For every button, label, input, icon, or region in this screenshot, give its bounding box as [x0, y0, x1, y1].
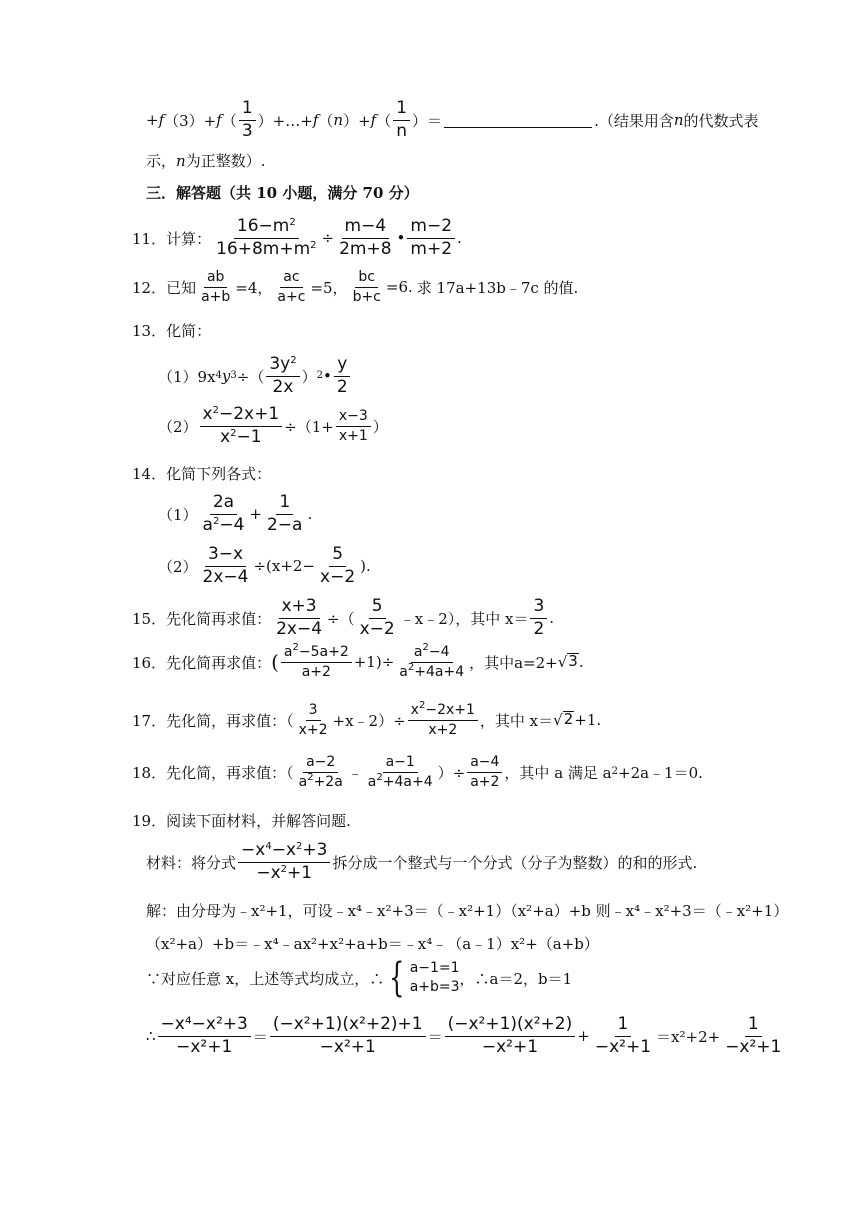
term: −2x+1: [425, 702, 475, 718]
expression-text: +x﹣2）÷: [332, 711, 406, 730]
section-heading: 三．解答题（共 10 小题，满分 70 分）: [146, 184, 419, 202]
q19-solution-line-1: 解：由分母为﹣x²+1，可设﹣x⁴﹣x²+3＝（﹣x²+1）（x²+a）+b 则﹣x⁴﹣x²+3＝（﹣x²+1）: [146, 902, 789, 920]
fraction: [445, 1016, 576, 1057]
denominator: −x²+1: [176, 1036, 233, 1057]
fraction: [158, 1016, 251, 1057]
cont-paren: （: [318, 111, 334, 130]
denominator: −x²+1: [594, 1036, 652, 1057]
question-19: 19．阅读下面材料，并解答问题.: [132, 812, 351, 830]
exponent: 2: [292, 642, 299, 653]
term: a: [283, 644, 293, 660]
numerator: 2a: [210, 494, 237, 515]
exponent: 2: [290, 355, 297, 366]
operator: ÷(x+2−: [253, 557, 316, 576]
denominator: 2: [336, 376, 348, 397]
numerator: a−2: [303, 755, 338, 773]
variable: y: [221, 367, 231, 386]
since-result: ，∴a＝2，b＝1: [459, 969, 573, 988]
material-text: 拆分成一个整式与一个分式（分子为整数）的和的形式.: [332, 853, 698, 872]
question-18: 18．先化简，再求值：（ $\frac{a-2}{a^2+2a}$ ﹣ $\frac{a-1}{a^2+4a+4}$ ）÷ $\frac{a-4}{a+2}$ ，其中 a 满足 a 2 +2a﹣1＝0.: [132, 754, 703, 790]
cont-n: n: [673, 111, 684, 130]
question-12: [132, 270, 578, 304]
term: a: [202, 514, 213, 535]
question-label: 17．先化简，再求值：（: [132, 711, 294, 730]
cont-line2-text: 为正整数）.: [185, 152, 266, 170]
expression-text: ﹣x﹣2），其中 x＝: [399, 609, 529, 628]
q19-therefore-line: [146, 1016, 786, 1057]
question-11: [132, 218, 462, 259]
question-14-part-1: [158, 494, 312, 535]
term: x: [410, 702, 419, 718]
term: −x: [271, 840, 297, 860]
numerator: 1: [276, 494, 293, 515]
numerator: (−x²+1)(x²+2): [445, 1016, 576, 1037]
denominator: a+2: [301, 663, 331, 680]
cont-plus: +: [146, 111, 159, 130]
part-label: （2）: [158, 557, 198, 576]
denominator: 3: [241, 120, 253, 141]
numerator: m−2: [407, 218, 455, 239]
paren: ）: [301, 367, 317, 386]
fraction: [238, 842, 330, 883]
fraction: [200, 406, 283, 447]
term: x: [202, 404, 213, 424]
equals: ＝: [252, 1027, 268, 1046]
numerator: 1: [393, 100, 410, 121]
continuation-line-1: [146, 100, 759, 141]
expression-text: +1.: [574, 711, 602, 730]
fraction: [266, 356, 299, 397]
term: a: [399, 663, 408, 680]
numerator: a−1: [383, 755, 418, 773]
numerator: 5: [369, 598, 386, 619]
term: −2x+1: [218, 404, 280, 424]
material-label: 材料：将分式: [146, 853, 237, 872]
result-text: ＝x²+2+: [656, 1027, 721, 1046]
denominator: x−2: [359, 618, 395, 639]
fraction: [270, 1016, 426, 1057]
cont-equals: ）＝: [412, 111, 443, 130]
question-ask: 求 17a+13b﹣7c 的值.: [416, 278, 579, 297]
cont-f: f: [370, 111, 377, 130]
exponent: 2: [212, 405, 219, 416]
cont-f3: （3）+: [164, 111, 217, 130]
question-label: 18．先化简，再求值：（: [132, 763, 294, 782]
fraction: [365, 755, 436, 789]
numerator: a−4: [467, 755, 502, 773]
sqrt-symbol: √ 2: [553, 710, 574, 730]
fraction: [317, 546, 358, 587]
term: −5a+2: [298, 644, 349, 660]
equals: ＝: [427, 1027, 443, 1046]
exponent: 2: [310, 239, 317, 251]
term: +2a: [313, 773, 343, 790]
term: −4: [219, 514, 245, 535]
fraction: [274, 270, 308, 304]
numerator: 1: [745, 1016, 762, 1037]
numerator: y: [334, 356, 350, 377]
period: .: [578, 653, 584, 672]
exponent: 4: [265, 841, 272, 852]
question-16: [132, 642, 584, 680]
paren: ).: [360, 557, 371, 576]
cont-n: n: [176, 151, 186, 170]
term: x: [220, 426, 231, 447]
equation-text: =4，: [235, 278, 273, 297]
cont-f: f: [216, 111, 222, 130]
exponent: 2: [307, 771, 314, 783]
operator: ÷（: [236, 367, 265, 386]
exponent: 2: [407, 661, 415, 673]
question-13-part-1: （1）9x 4 y 3 ÷（ $\frac{3y^2}{2x}$ ） 2 • $\frac{y}{2}$: [158, 356, 353, 397]
exponent: 2: [422, 642, 429, 653]
part-label: （1）9x: [158, 367, 216, 386]
fraction: [396, 642, 467, 680]
period: .: [457, 229, 462, 248]
part-label: （1）: [158, 505, 198, 524]
denominator: n: [396, 120, 408, 141]
therefore-symbol: ∴: [146, 1027, 156, 1046]
numerator: x+3: [279, 598, 320, 619]
numerator: 3: [306, 703, 321, 721]
term: 3y: [269, 354, 291, 374]
term: +1: [287, 862, 313, 883]
equation-system: [384, 955, 460, 1001]
numerator: (−x²+1)(x²+2)+1: [270, 1016, 426, 1037]
q19-material: [146, 842, 697, 883]
period: .: [307, 505, 313, 524]
system-equation: a−1=1: [409, 960, 460, 977]
system-equation: a+b=3: [409, 979, 460, 995]
operator: +: [577, 1027, 590, 1046]
denominator: x+2: [428, 721, 458, 738]
denominator: 2: [533, 618, 545, 639]
question-label: 12．已知: [132, 278, 197, 297]
fraction: [357, 598, 398, 639]
fraction: [213, 218, 319, 259]
question-13-part-2: [158, 406, 388, 447]
numerator: 5: [329, 546, 346, 567]
term: −x: [256, 862, 281, 883]
fraction: [296, 703, 331, 737]
denominator: b+c: [352, 288, 381, 305]
denominator: a+b: [201, 288, 231, 305]
brace-symbol: {: [389, 955, 405, 1001]
question-14-part-2: [158, 546, 371, 587]
term: a: [298, 773, 308, 790]
cont-f: f: [312, 111, 319, 130]
denominator: 2x−4: [276, 618, 323, 639]
fraction-1-3: [239, 100, 256, 141]
exponent: 2: [296, 841, 303, 852]
denominator: −x²+1: [725, 1036, 782, 1057]
answer-blank[interactable]: [444, 113, 592, 128]
operator: ﹣: [347, 763, 363, 782]
term: −1: [236, 426, 262, 447]
condition-text: ，其中a=2+: [469, 653, 558, 672]
condition-text: ，其中 a 满足 a: [504, 763, 612, 782]
q19-since-line: [146, 955, 573, 1001]
cont-paren: （: [376, 111, 392, 130]
radicand: 2: [563, 710, 574, 729]
exponent: 2: [212, 515, 220, 527]
denominator: 2m+8: [339, 238, 392, 259]
question-17: [132, 700, 602, 738]
paren: ）: [372, 417, 388, 436]
numerator: bc: [355, 270, 378, 288]
condition-text: ，其中 x＝: [479, 711, 554, 730]
term: 16−m: [236, 216, 290, 236]
fraction: [273, 598, 325, 639]
cont-n: n: [333, 111, 344, 130]
condition-text: +2a﹣1＝0.: [618, 763, 703, 782]
question-13: 13．化简：: [132, 322, 212, 340]
term: a: [413, 644, 423, 660]
term: +4a+4: [382, 773, 433, 790]
fraction: [407, 218, 455, 259]
fraction: [722, 1016, 784, 1057]
numerator: 1: [615, 1016, 632, 1037]
term: −4: [428, 644, 450, 660]
term: a: [367, 773, 377, 790]
paren: (: [271, 650, 279, 675]
numerator: m−4: [342, 218, 390, 239]
period: .: [549, 609, 555, 628]
question-label: 11．计算：: [132, 229, 212, 248]
question-label: 16．先化简再求值：: [132, 653, 272, 672]
cont-note: .（结果用含: [594, 111, 674, 130]
numerator: 1: [239, 100, 256, 121]
exponent: 2: [230, 427, 237, 439]
sqrt-symbol: √ 3: [557, 652, 578, 672]
denominator: x+1: [338, 427, 368, 444]
exponent: 2: [289, 217, 296, 228]
operator: +: [249, 505, 262, 524]
denominator: 2x−4: [202, 566, 249, 587]
fraction-1-n: [393, 100, 410, 141]
operator: •: [323, 367, 332, 386]
denominator: 2−a: [266, 514, 303, 535]
fraction: [592, 1016, 654, 1057]
cont-line2-text: 示，: [146, 152, 177, 170]
exponent: 2: [376, 771, 383, 783]
exponent: 2: [280, 863, 288, 875]
fraction: [200, 546, 252, 587]
fraction: [334, 356, 351, 397]
equation-text: =6.: [385, 278, 413, 297]
radicand: 3: [568, 652, 578, 671]
denominator: m+2: [410, 238, 453, 259]
fraction: [198, 270, 233, 304]
question-15: [132, 598, 554, 639]
fraction: [350, 270, 384, 304]
fraction: [200, 494, 248, 535]
part-label: （2）: [158, 417, 198, 436]
numerator: 3: [530, 598, 547, 619]
term: 16+8m+m: [216, 238, 311, 259]
operator: ）÷: [437, 763, 466, 782]
denominator: x+2: [298, 721, 328, 738]
exponent: 2: [418, 700, 426, 711]
operator: ÷（1+: [284, 417, 334, 436]
numerator: −x⁴−x²+3: [158, 1016, 251, 1037]
denominator: −x²+1: [481, 1036, 539, 1057]
equation-text: =5，: [310, 278, 348, 297]
term: +4a+4: [414, 663, 465, 680]
expression-text: +1)÷: [353, 653, 395, 672]
denominator: a+c: [277, 288, 306, 305]
fraction: [336, 409, 371, 443]
question-14: 14．化简下列各式：: [132, 465, 272, 483]
denominator: −x²+1: [319, 1036, 376, 1057]
operator: ÷（: [327, 609, 355, 628]
operator: •: [396, 229, 406, 248]
operator: ÷: [321, 229, 335, 248]
numerator: 3−x: [205, 546, 246, 567]
numerator: ac: [280, 270, 302, 288]
fraction: [336, 218, 394, 259]
fraction: [264, 494, 305, 535]
numerator: ab: [204, 270, 227, 288]
since-text: ∵对应任意 x，上述等式均成立，∴: [146, 969, 385, 988]
fraction: [467, 755, 502, 789]
cont-f: f: [158, 111, 165, 130]
denominator: 2x: [272, 376, 294, 397]
denominator: x−2: [320, 566, 356, 587]
fraction: [281, 642, 352, 680]
fraction: [408, 700, 478, 738]
fraction: [296, 755, 346, 789]
question-label: 15．先化简再求值：: [132, 609, 272, 628]
cont-paren: （: [221, 111, 237, 130]
fraction: [530, 598, 547, 639]
cont-ellipsis: ）+…+: [257, 111, 313, 130]
term: −x: [241, 840, 266, 860]
denominator: a+2: [470, 773, 500, 790]
cont-note-2: 的代数式表: [683, 111, 759, 130]
continuation-line-2: [146, 150, 265, 171]
q19-solution-line-2: （x²+a）+b＝﹣x⁴﹣ax²+x²+a+b＝﹣x⁴﹣（a﹣1）x²+（a+b）: [146, 935, 599, 953]
term: +3: [302, 840, 328, 860]
numerator: x−3: [336, 409, 371, 427]
cont-paren: ）+: [343, 111, 371, 130]
